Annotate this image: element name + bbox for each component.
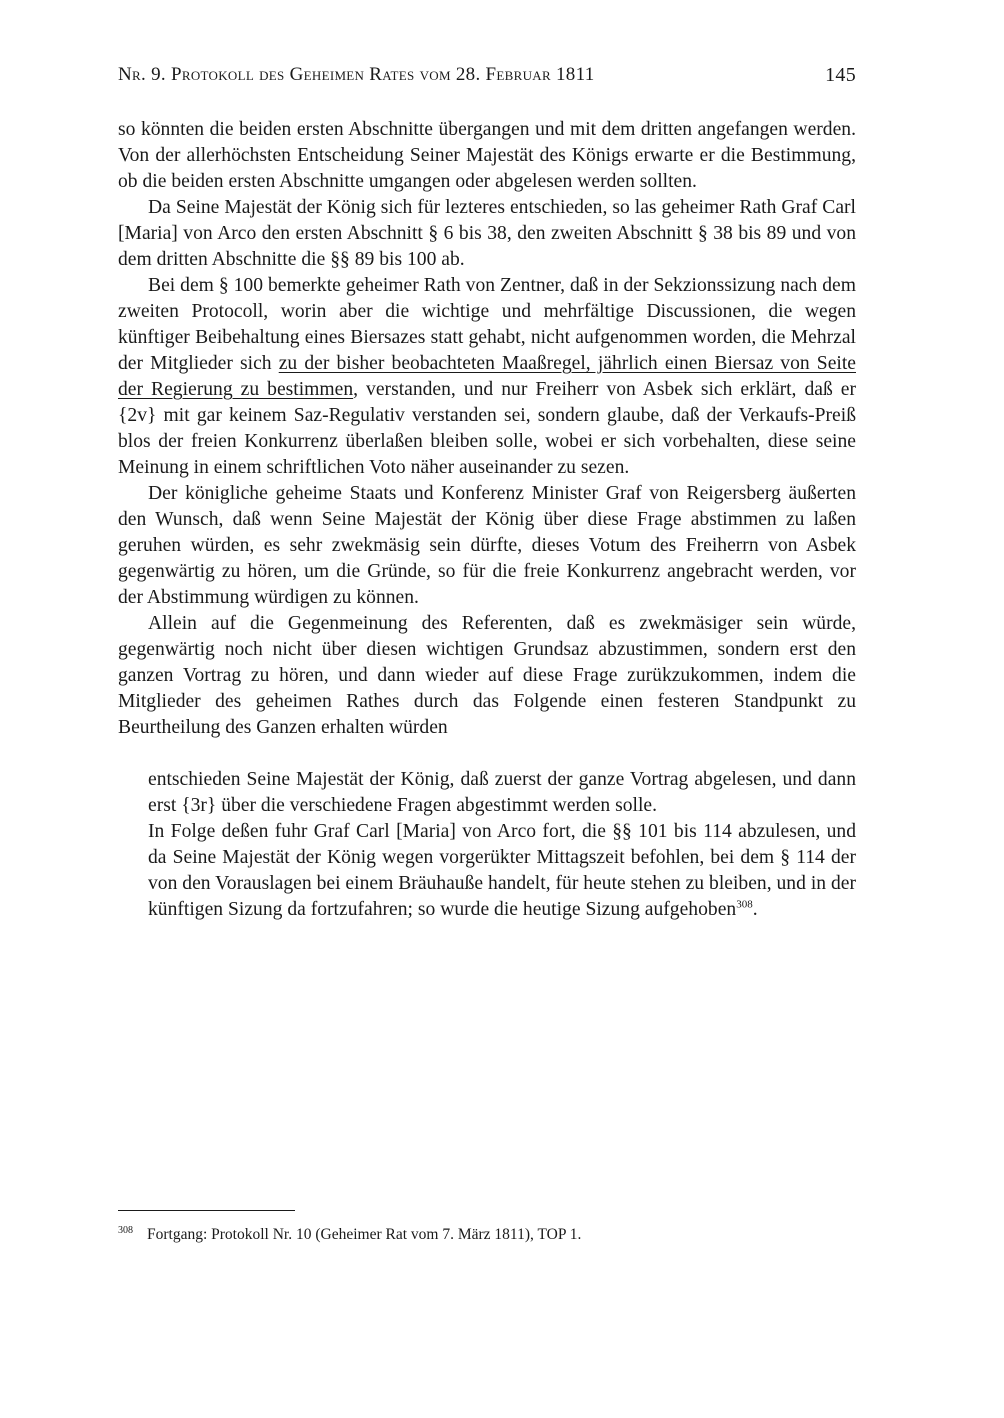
paragraph-5: Allein auf die Gegenmeinung des Referenten, daß es zwekmäsiger sein würde, gegenwärtig noch nicht über diesen wichtigen Grundsaz abzustimmen, sondern erst den ganzen Vortrag zu hören, und dann wieder auf diese Frage zurükzukommen, indem die Mitglieder des geheimen Rathes durch das Folgende einen festeren Standpunkt zu Beurtheilung des Ganzen erhalten würden xyxy=(118,613,856,738)
footnote-number: 308 xyxy=(118,1224,133,1236)
footnote xyxy=(118,1225,856,1245)
decision-paragraph-2-end: . xyxy=(752,899,758,920)
decision-paragraph-2 xyxy=(148,819,856,923)
paragraph-3-before: Bei dem § 100 bemerkte geheimer Rath von Zentner, daß in der Sekzionssizung nach dem zweiten Protocoll, worin aber die wichtige und mehrfältige Discussionen, die wegen künftiger Beibehaltung eines Biersazes statt gehabt, nicht aufgenommen worden, die Mehrzal der Mitglieder sich xyxy=(118,275,856,374)
underlined-phrase: zu der bisher beobachteten Maaßregel, jährlich einen Biersaz von Seite der Regierung zu bestimmen xyxy=(118,353,856,400)
page-number: 145 xyxy=(825,64,856,86)
running-title: Nr. 9. Protokoll des Geheimen Rates vom 28. Februar 1811 xyxy=(118,64,595,85)
footnote-reference: 308 xyxy=(736,898,753,911)
paragraph-1: so könnten die beiden ersten Abschnitte übergangen und mit dem dritten angefangen werden. Von der allerhöchsten Entscheidung Seiner Majestät des Königs erwarte er die Bestimmung, ob die beiden ersten Abschnitte umgangen oder abgelesen werden sollten. xyxy=(118,119,856,192)
paragraph-2: Da Seine Majestät der König sich für lezteres entschieden, so las geheimer Rath Graf Carl [Maria] von Arco den ersten Abschnitt § 6 bis 38, den zweiten Abschnitt § 38 bis 89 und von dem dritten Abschnitte die §§ 89 bis 100 ab. xyxy=(118,197,856,270)
running-header xyxy=(118,64,856,94)
decision-paragraph-2-text: In Folge deßen fuhr Graf Carl [Maria] von Arco fort, die §§ 101 bis 114 abzulesen, und da Seine Majestät der König wegen vorgerükter Mittagszeit befohlen, bei dem § 114 der von den Vorauslagen bei einem Bräuhauße handelt, für heute stehen zu bleiben, und in der künftigen Sizung da fortzufahren; so wurde die heutige Sizung aufgehoben xyxy=(148,821,856,920)
decision-paragraph-1: entschieden Seine Majestät der König, daß zuerst der ganze Vortrag abgelesen, und dann erst {3r} über die verschiedene Fragen abgestimmt werden solle. xyxy=(148,769,856,816)
paragraph-3 xyxy=(118,273,856,481)
decision-block xyxy=(148,767,856,923)
paragraph-4: Der königliche geheime Staats und Konferenz Minister Graf von Reigersberg äußerten den Wunsch, daß wenn Seine Majestät der König über diese Frage abstimmen zu laßen geruhen würden, es sehr zwekmäsig sein dürfte, dieses Votum des Freiherrn von Asbek gegenwärtig zu hören, um die Gründe, so für die freie Konkurrenz angebracht werden, vor der Abstimmung würdigen zu können. xyxy=(118,483,856,608)
footnote-divider xyxy=(118,1210,295,1211)
footnote-text: Fortgang: Protokoll Nr. 10 (Geheimer Rat vom 7. März 1811), TOP 1. xyxy=(147,1226,582,1243)
main-text xyxy=(118,117,856,741)
paragraph-3-after: , verstanden, und nur Freiherr von Asbek sich erklärt, daß er {2v} mit gar keinem Saz-Regulativ verstanden sei, sondern glaube, daß der Verkaufs-Preiß blos der freien Konkurrenz überlaßen bleiben solle, wobei er sich vorbehalten, diese seine Meinung in einem schriftlichen Voto näher auseinander zu sezen. xyxy=(118,379,856,478)
